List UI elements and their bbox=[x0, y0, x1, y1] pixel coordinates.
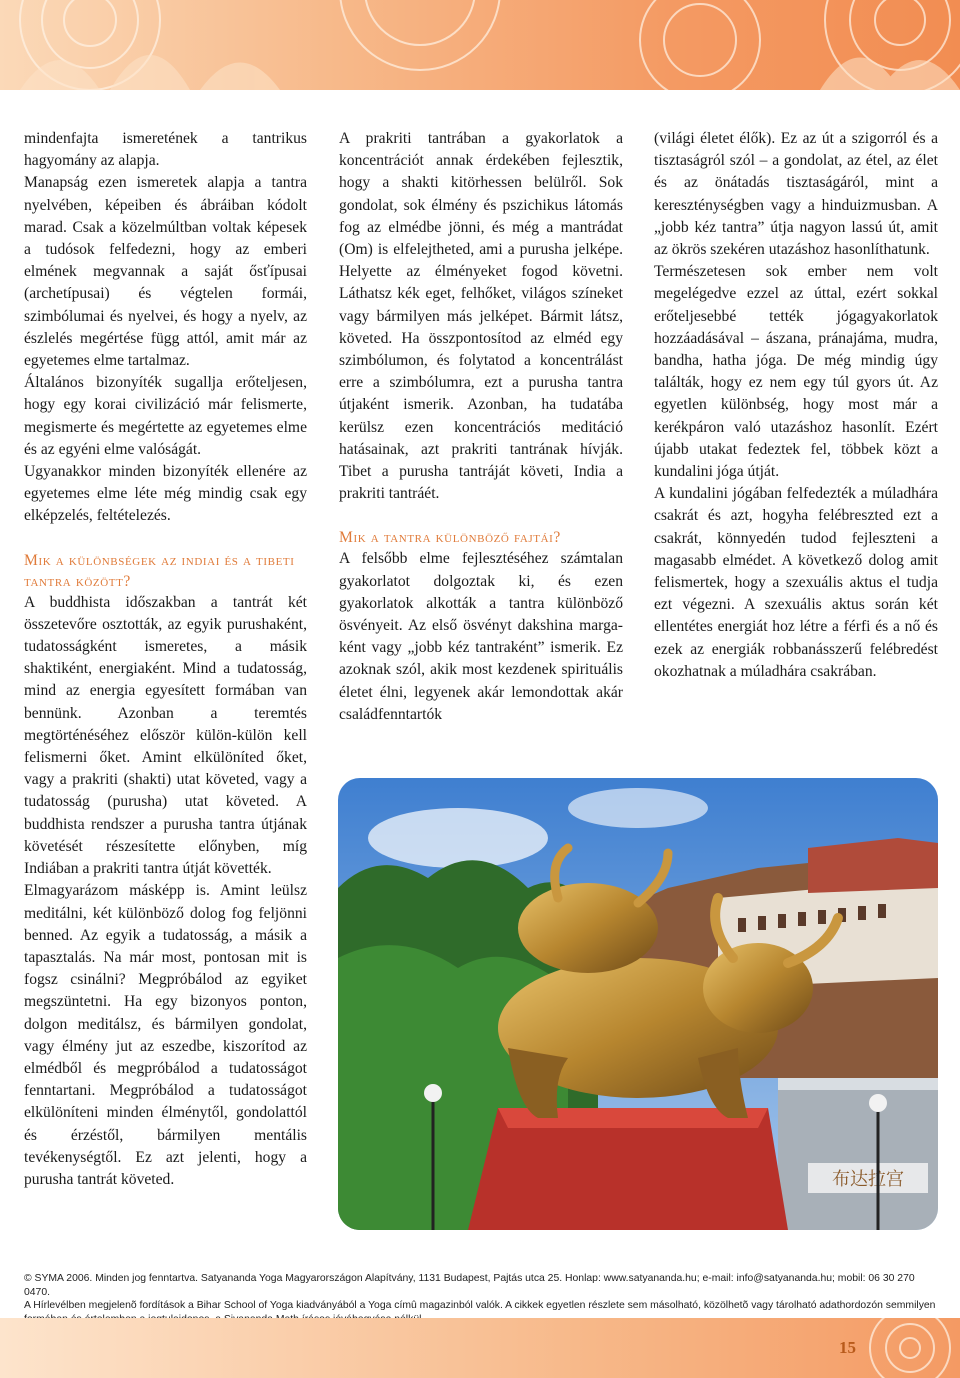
building-sign: 布达拉宫 bbox=[832, 1169, 904, 1190]
section-heading: Mik a különbségek az indiai és a tibeti tantra között? bbox=[24, 551, 295, 590]
header-banner bbox=[0, 0, 960, 90]
paragraph: A kundalini jógában felfedezték a múladhára csakrát és azt, hogyha felébreszted ezt a csakrát, könnyedén tudod fejleszteni a magasabb elmédet. A következő dolog amit felismertek, hogy a szexuális aktus el tudja ezt végezni. A szexuális aktus során két ellentétes energiát hoz létre a férfi és a nő és ezek az energiák robbanásszerű felébredést okozhatnak a múladhára csakrában. bbox=[654, 485, 938, 680]
paragraph: Manapság ezen ismeretek alapja a tantra nyelvében, képeiben és ábráiban kódolt marad. Csak a közelmúltban voltak képesek a tudósok felfedezni, hogy az emberi elmének megvannak a saját ősťípusai (archetípusai) és végtelen formái, szimbólumai és nyelvei, és hogy a nyelv, az észlelés megértése függ attól, amit már az egyetemes elme tartalmaz. bbox=[24, 174, 307, 370]
column-3 bbox=[654, 128, 938, 683]
paragraph: (világi életet élők). Ez az út a szigorról és a tisztaságról szól – a gondolat, az étel, az élet és az önátadás tisztaságáról, mint a kereszténységben vagy a hinduizmusban. A „jobb kéz tantra” útja nagyon lassú út, amit az ökrös szekéren utazáshoz hasonlíthatunk. bbox=[654, 130, 938, 259]
footer-banner bbox=[0, 1318, 960, 1378]
page-number: 15 bbox=[839, 1338, 856, 1357]
paragraph: A felsőbb elme fejlesztéséhez számtalan gyakorlatot dolgoztak ki, és ezen gyakorlatok alkották a tantra különböző ösvényeit. Az első ösvényt dakshina marga-ként vagy „jobb kéz tantraként” ismerik. Ez azoknak szól, akik most kezdenek spirituális életet élni, legyenek akár lemondottak akár családfenntartók bbox=[339, 550, 623, 723]
paragraph: Elmagyarázom másképp is. Amint leülsz meditálni, két különböző dolog fog feljönni benned. Az egyik a tudatosság, a másik a tapasztalás. Na már most, pontosan mit is fogsz csinálni? Megpróbálod az egyiket megszüntetni. Ha egy bizonyos ponton, dolgon meditálsz, és bármilyen gondolat, vagy élmény jut az eszedbe, kiszorítod az elmédből és megpróbálod a tudatosságot fenntartani. Megpróbálod a tudatosságot elkülöníteni minden élménytől, gondolattól és érzéstől, bármilyen mentális tevékenységtől. Ez azt jelenti, hogy a purusha tantrát követed. bbox=[24, 882, 307, 1188]
column-2 bbox=[339, 128, 623, 726]
column-1 bbox=[24, 128, 307, 1191]
paragraph: Természetesen sok ember nem volt megelégedve ezzel az úttal, ezért sokkal erőteljesebbé tették jógagyakorlatok hozzáadásával – ászana, pránajáma, mudra, bandha, hatha jóga. De még mindig úgy találták, hogy ez nem egy túl gyors út. Az egyetlen különbség, hogy most már a kerékpáron való utazáshoz hasonlít. Ezért újabb utakat fedeztek fel, többek közt a kundalini jóga útját. bbox=[654, 263, 938, 481]
lotus-pattern bbox=[0, 0, 960, 90]
lotus-pattern-footer bbox=[0, 1318, 960, 1378]
section-heading: Mik a tantra különböző fajtái? bbox=[339, 529, 561, 547]
copyright-line: © SYMA 2006. Minden jog fenntartva. Satyananda Yoga Magyarországon Alapítvány, 1131 Budapest, Pajtás utca 25. Honlap: www.satyananda.hu; e-mail: info@satyananda.hu; mobil: 06 30 270 0470. bbox=[24, 1273, 915, 1298]
paragraph: Általános bizonyíték sugallja erőteljesen, hogy egy korai civilizáció már felismerte, megismerte és megértette az egyetemes elme és az egyéni elme valóságát. bbox=[24, 374, 307, 458]
paragraph: A prakriti tantrában a gyakorlatok a koncentrációt annak érdekében fejlesztik, hogy a shakti kitörhessen belülről. Sok gondolat, sok élmény és pszichikus látomás fog az elmédbe jönni, és még a mantrádat (Om) is elfelejtheted, ami a purusha jelképe. Helyette az élményeket fogod követni. Láthatsz kék eget, felhőket, világos színeket vagy bármilyen más jelképet. Bármit látsz, követed. Ha összpontosítod az elméd egy szimbólumon, és folytatod a koncentrálást erre a szimbólumra, ezt a purusha tantra útjaként ismerik. Azonban, ha tudatába kerülsz ezen koncentrációs meditáció hatásainak, azt prakriti tantrának hívják. Tibet a purusha tantráját követi, India a prakriti tantráét. bbox=[339, 130, 623, 503]
photo-illustration bbox=[338, 778, 938, 1230]
disclaimer-line: A Hírlevélben megjelenõ fordítások a Bihar School of Yoga kiadványából a Yoga címû magazinból valók. A cikkek egyetlen részlete sem másolható, közölhetõ vagy tárolható adathordozón semmilyen bbox=[24, 1300, 936, 1312]
paragraph: mindenfajta ismeretének a tantrikus hagyomány az alapja. bbox=[24, 130, 307, 170]
yak-statue-photo bbox=[338, 778, 938, 1230]
paragraph: Ugyanakkor minden bizonyíték ellenére az egyetemes elme léte még mindig csak egy elképzelés, feltételezés. bbox=[24, 463, 307, 525]
paragraph: A buddhista időszakban a tantrát két összetevőre osztották, az egyik purushaként, tudatosságként ismeretes, a másik shaktiként, energiaként. Mind a tudatosság, mind az energia egyesített formában van bennünk. Azonban a teremtés megtörténéséhez először külön-külön kell felismerni őket. Amint elkülöníted őket, vagy a prakriti (shakti) utat követed, vagy a tudatosság (purusha) utat követed. A buddhista rendszer a purusha tantra útjának követését részesítette előnyben, míg Indiában a prakriti tantra útját követték. bbox=[24, 593, 307, 878]
